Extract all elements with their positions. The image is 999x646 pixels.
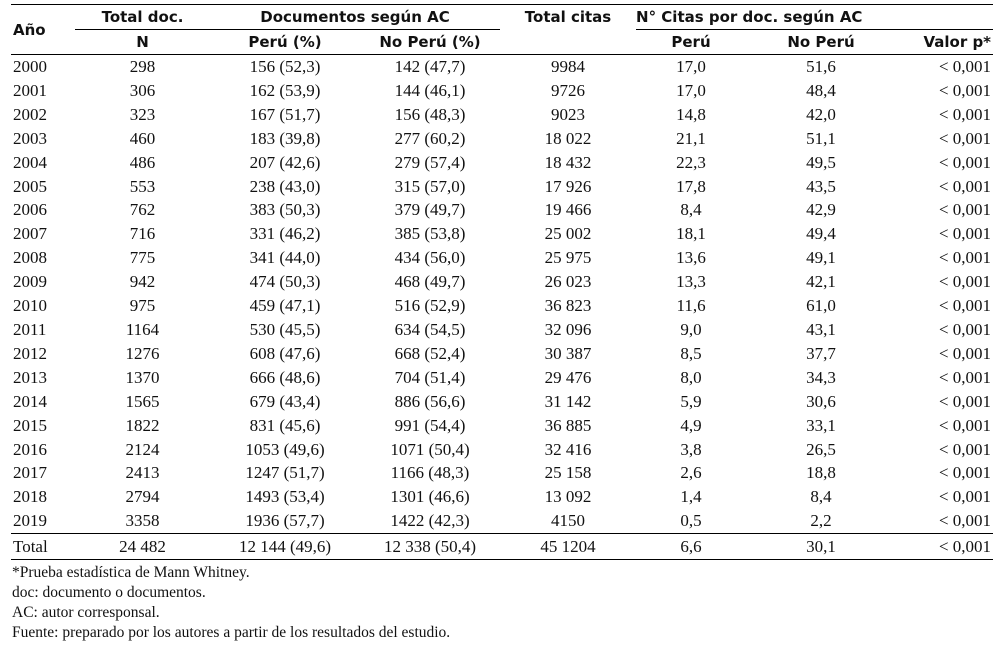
cell-total-citas: 32 416 [544,439,592,459]
cell-year: 2019 [13,511,47,531]
cell-peru-pct: 459 (47,1) [249,296,321,316]
citations-table [11,4,993,560]
cell-total-n: 716 [129,224,156,244]
cell-year: 2005 [13,176,47,196]
cell-total-citas: 25 002 [544,224,592,244]
cell-total-citas: 25 975 [544,248,592,268]
cell-citas-no-peru: 18,8 [806,463,836,483]
cell-total-citas: 30 387 [544,343,592,363]
table-row [11,79,993,103]
cell-year: 2013 [13,367,47,387]
cell-citas-no-peru: 61,0 [806,296,836,316]
cell-citas-no-peru: 42,1 [806,272,836,292]
total-cell-citas-no-peru: 30,1 [746,534,896,560]
cell-citas-peru: 14,8 [676,104,706,124]
note-mann-whitney: *Prueba estadística de Mann Whitney. [12,564,250,582]
cell-no-peru-pct: 1166 (48,3) [390,463,470,483]
cell-peru-pct: 1936 (57,7) [245,511,325,531]
cell-citas-peru: 1,4 [680,487,702,507]
cell-citas-peru: 8,5 [680,343,702,363]
cell-peru-pct: 331 (46,2) [249,224,321,244]
table-row [11,342,993,366]
cell-p-value: < 0,001 [938,487,992,507]
cell-citas-peru: 0,5 [680,511,702,531]
total-cell-peru-pct: 12 144 (49,6) [210,534,360,560]
cell-citas-peru: 3,8 [680,439,702,459]
cell-peru-pct: 238 (43,0) [249,176,321,196]
table-row [11,103,993,127]
cell-no-peru-pct: 516 (52,9) [394,296,466,316]
table-row [11,414,993,438]
cell-peru-pct: 1053 (49,6) [245,439,325,459]
cell-citas-no-peru: 26,5 [806,439,836,459]
cell-no-peru-pct: 144 (46,1) [394,80,466,100]
cell-peru-pct: 831 (45,6) [249,415,321,435]
cell-p-value: < 0,001 [938,57,992,76]
table-row [11,485,993,509]
cell-year: 2003 [13,128,47,148]
cell-total-n: 3358 [125,511,160,531]
cell-no-peru-pct: 277 (60,2) [394,128,466,148]
cell-citas-no-peru: 33,1 [806,415,836,435]
cell-total-citas: 18 432 [544,152,592,172]
cell-total-citas: 26 023 [544,272,592,292]
cell-total-citas: 36 823 [544,296,592,316]
table-row [11,175,993,199]
col-header-p-value: Valor p* [896,30,993,55]
cell-p-value: < 0,001 [938,80,992,100]
cell-year: 2002 [13,104,47,124]
cell-year: 2012 [13,343,47,363]
cell-citas-no-peru: 43,1 [806,319,836,339]
cell-total-n: 553 [129,176,156,196]
cell-peru-pct: 341 (44,0) [249,248,321,268]
table-row [11,222,993,246]
cell-total-citas: 9984 [551,57,586,76]
total-cell-citas-peru: 6,6 [636,534,746,560]
col-header-total-docs: Total doc. [75,5,210,30]
cell-citas-no-peru: 43,5 [806,176,836,196]
cell-p-value: < 0,001 [938,104,992,124]
cell-total-n: 306 [129,80,156,100]
table-row [11,318,993,342]
cell-citas-no-peru: 49,1 [806,248,836,268]
table-row [11,198,993,222]
cell-year: 2006 [13,200,47,220]
cell-total-citas: 17 926 [544,176,592,196]
cell-total-citas: 4150 [551,511,586,531]
cell-year: 2017 [13,463,47,483]
cell-total-citas: 29 476 [544,367,592,387]
cell-peru-pct: 1493 (53,4) [245,487,325,507]
cell-total-n: 298 [129,57,156,76]
cell-no-peru-pct: 704 (51,4) [394,367,466,387]
cell-total-n: 1164 [125,319,160,339]
cell-no-peru-pct: 468 (49,7) [394,272,466,292]
col-header-docs-ac: Documentos según AC [210,5,500,30]
cell-total-n: 323 [129,104,156,124]
cell-year: 2001 [13,80,47,100]
cell-p-value: < 0,001 [938,439,992,459]
col-header-no-peru: No Perú [746,30,896,55]
cell-p-value: < 0,001 [938,272,992,292]
cell-total-citas: 13 092 [544,487,592,507]
table-container [11,4,993,643]
cell-total-n: 486 [129,152,156,172]
cell-p-value: < 0,001 [938,248,992,268]
col-header-no-peru-pct: No Perú (%) [360,30,500,55]
col-header-blank [500,30,636,55]
cell-p-value: < 0,001 [938,415,992,435]
cell-p-value: < 0,001 [938,319,992,339]
cell-total-n: 460 [129,128,156,148]
cell-no-peru-pct: 991 (54,4) [394,415,466,435]
cell-no-peru-pct: 385 (53,8) [394,224,466,244]
cell-p-value: < 0,001 [938,343,992,363]
cell-peru-pct: 183 (39,8) [249,128,321,148]
col-header-total-citas: Total citas [500,5,636,30]
cell-no-peru-pct: 142 (47,7) [394,57,466,76]
cell-no-peru-pct: 1301 (46,6) [390,487,470,507]
col-header-citas-ac: N° Citas por doc. según AC [636,5,993,30]
cell-no-peru-pct: 886 (56,6) [394,391,466,411]
cell-citas-no-peru: 34,3 [806,367,836,387]
cell-peru-pct: 666 (48,6) [249,367,321,387]
cell-no-peru-pct: 379 (49,7) [394,200,466,220]
cell-total-citas: 9726 [551,80,586,100]
cell-citas-peru: 13,6 [676,248,706,268]
cell-citas-no-peru: 42,0 [806,104,836,124]
cell-p-value: < 0,001 [938,176,992,196]
cell-p-value: < 0,001 [938,224,992,244]
cell-citas-peru: 17,0 [676,80,706,100]
total-cell-year: Total [11,534,75,560]
cell-total-citas: 31 142 [544,391,592,411]
cell-total-citas: 18 022 [544,128,592,148]
cell-citas-no-peru: 51,6 [806,57,836,76]
cell-total-n: 1370 [125,367,160,387]
cell-total-n: 1822 [125,415,160,435]
cell-citas-peru: 5,9 [680,391,702,411]
cell-year: 2007 [13,224,47,244]
cell-peru-pct: 608 (47,6) [249,343,321,363]
table-row [11,509,993,533]
cell-year: 2008 [13,248,47,268]
cell-total-n: 775 [129,248,156,268]
cell-p-value: < 0,001 [938,200,992,220]
cell-citas-peru: 2,6 [680,463,702,483]
cell-no-peru-pct: 1422 (42,3) [390,511,470,531]
cell-total-citas: 19 466 [544,200,592,220]
cell-total-n: 942 [129,272,156,292]
cell-citas-peru: 22,3 [676,152,706,172]
total-cell-no-peru-pct: 12 338 (50,4) [360,534,500,560]
cell-no-peru-pct: 315 (57,0) [394,176,466,196]
cell-total-n: 762 [129,200,156,220]
total-row [11,534,993,560]
header-row-1 [11,5,993,30]
cell-citas-peru: 13,3 [676,272,706,292]
table-row [11,55,993,79]
table-row [11,294,993,318]
table-row [11,390,993,414]
note-ac: AC: autor corresponsal. [12,604,160,622]
cell-total-n: 2413 [125,463,160,483]
cell-p-value: < 0,001 [938,296,992,316]
note-source: Fuente: preparado por los autores a partir de los resultados del estudio. [12,624,451,642]
cell-year: 2011 [13,319,47,339]
cell-citas-no-peru: 2,2 [810,511,832,531]
cell-total-citas: 32 096 [544,319,592,339]
cell-citas-peru: 8,4 [680,200,702,220]
table-row [11,366,993,390]
col-header-n: N [75,30,210,55]
cell-p-value: < 0,001 [938,511,992,531]
cell-p-value: < 0,001 [938,128,992,148]
cell-citas-no-peru: 48,4 [806,80,836,100]
cell-peru-pct: 207 (42,6) [249,152,321,172]
cell-citas-peru: 18,1 [676,224,706,244]
cell-year: 2009 [13,272,47,292]
cell-peru-pct: 679 (43,4) [249,391,321,411]
cell-year: 2004 [13,152,47,172]
total-cell-total-citas: 45 1204 [500,534,636,560]
cell-peru-pct: 383 (50,3) [249,200,321,220]
cell-no-peru-pct: 1071 (50,4) [390,439,470,459]
cell-citas-peru: 9,0 [680,319,702,339]
cell-citas-peru: 11,6 [676,296,706,316]
cell-year: 2016 [13,439,47,459]
cell-citas-no-peru: 37,7 [806,343,836,363]
cell-citas-peru: 17,0 [676,57,706,76]
cell-total-n: 2794 [125,487,160,507]
cell-citas-peru: 17,8 [676,176,706,196]
total-cell-p-value: < 0,001 [896,534,993,560]
cell-citas-peru: 8,0 [680,367,702,387]
cell-total-citas: 25 158 [544,463,592,483]
col-header-year: Año [11,5,75,55]
cell-total-n: 1565 [125,391,160,411]
cell-p-value: < 0,001 [938,463,992,483]
note-doc: doc: documento o documentos. [12,584,206,602]
cell-p-value: < 0,001 [938,152,992,172]
cell-year: 2000 [13,57,47,76]
table-row [11,270,993,294]
col-header-peru-pct: Perú (%) [210,30,360,55]
table-notes [11,563,993,643]
cell-total-n: 975 [129,296,156,316]
cell-total-citas: 36 885 [544,415,592,435]
cell-no-peru-pct: 279 (57,4) [394,152,466,172]
cell-total-citas: 9023 [551,104,586,124]
cell-p-value: < 0,001 [938,367,992,387]
cell-citas-no-peru: 8,4 [810,487,832,507]
table-row [11,127,993,151]
cell-citas-no-peru: 30,6 [806,391,836,411]
total-cell-total-n: 24 482 [75,534,210,560]
cell-citas-no-peru: 42,9 [806,200,836,220]
cell-citas-no-peru: 51,1 [806,128,836,148]
cell-citas-peru: 4,9 [680,415,702,435]
cell-peru-pct: 167 (51,7) [249,104,321,124]
cell-peru-pct: 156 (52,3) [249,57,321,76]
table-row [11,151,993,175]
cell-no-peru-pct: 434 (56,0) [394,248,466,268]
header-row-2 [11,30,993,55]
cell-peru-pct: 1247 (51,7) [245,463,325,483]
cell-no-peru-pct: 668 (52,4) [394,343,466,363]
cell-peru-pct: 474 (50,3) [249,272,321,292]
cell-peru-pct: 530 (45,5) [249,319,321,339]
cell-citas-peru: 21,1 [676,128,706,148]
cell-no-peru-pct: 634 (54,5) [394,319,466,339]
cell-p-value: < 0,001 [938,391,992,411]
cell-year: 2010 [13,296,47,316]
table-row [11,461,993,485]
table-row [11,438,993,462]
cell-citas-no-peru: 49,4 [806,224,836,244]
col-header-peru: Perú [636,30,746,55]
cell-citas-no-peru: 49,5 [806,152,836,172]
cell-year: 2018 [13,487,47,507]
cell-total-n: 1276 [125,343,160,363]
cell-year: 2014 [13,391,47,411]
cell-no-peru-pct: 156 (48,3) [394,104,466,124]
table-body [11,55,993,534]
table-row [11,246,993,270]
cell-total-n: 2124 [125,439,160,459]
cell-year: 2015 [13,415,47,435]
cell-peru-pct: 162 (53,9) [249,80,321,100]
